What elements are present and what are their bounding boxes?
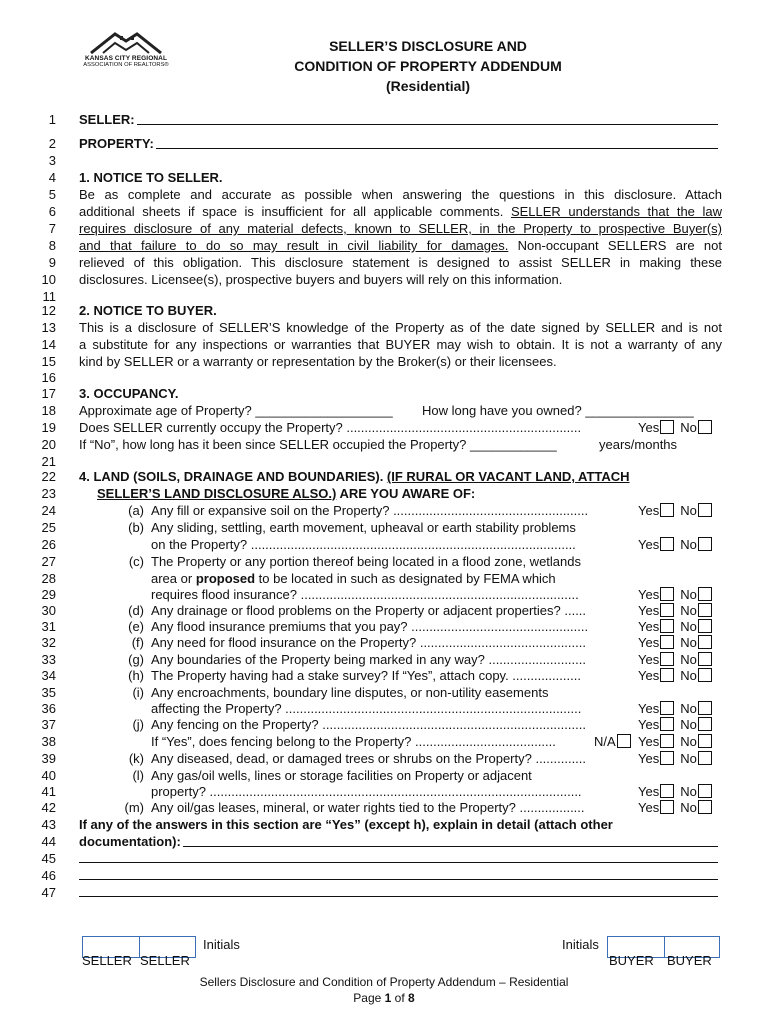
question-letter: (m) [124, 800, 144, 815]
seller-label: SELLER: [79, 112, 135, 127]
line-number: 4 [48, 170, 56, 185]
line-number: 8 [48, 238, 56, 253]
buyer1-label: BUYER [609, 953, 654, 968]
land-question-row [0, 684, 768, 701]
seller-initials-label: Initials [203, 937, 240, 952]
title-line3: (Residential) [385, 78, 470, 94]
no-checkbox[interactable] [698, 652, 712, 666]
line-number: 16 [41, 370, 56, 385]
line-number: 40 [41, 768, 56, 783]
line-number: 38 [41, 734, 56, 749]
yes-no-options: Yes No [638, 750, 712, 767]
s1-line8: and that failure to do so may result in civil liability for damages. Non-occupant SELLERS are not [79, 238, 723, 253]
question-text: Any fencing on the Property? ......................................................................... [151, 717, 586, 732]
line-number: 12 [41, 303, 56, 318]
buyer-initials-label: Initials [562, 937, 599, 952]
land-question-row [0, 767, 768, 784]
property-label: PROPERTY: [79, 136, 154, 151]
question-text: area or proposed to be located in such as designated by FEMA which [151, 571, 556, 586]
seller2-label: SELLER [140, 953, 190, 968]
question-text: Any fill or expansive soil on the Property? ...................................................... [151, 503, 589, 518]
no-checkbox[interactable] [698, 734, 712, 748]
land-question-row [0, 553, 768, 570]
property-age-question: Approximate age of Property? ___________________ [79, 403, 393, 418]
land-question-row [0, 783, 768, 800]
section3-heading: 3. OCCUPANCY. [79, 386, 179, 401]
logo-line2: ASSOCIATION OF REALTORS® [83, 62, 169, 68]
question-text: Any flood insurance premiums that you pay? ................................................. [151, 619, 589, 634]
yes-checkbox[interactable] [660, 800, 674, 814]
no-checkbox[interactable] [698, 800, 712, 814]
question-letter: (i) [132, 685, 144, 700]
line-number: 2 [48, 136, 56, 151]
line-number: 15 [41, 354, 56, 369]
line-number: 7 [48, 221, 56, 236]
yes-no-options: Yes No [638, 634, 712, 651]
section4-heading: 4. LAND (SOILS, DRAINAGE AND BOUNDARIES). (IF RURAL OR VACANT LAND, ATTACH [79, 469, 630, 484]
line-number: 33 [41, 652, 56, 667]
line-number: 6 [48, 204, 56, 219]
question-letter: (k) [128, 751, 144, 766]
s2-line14: a substitute for any inspections or warranties that BUYER may wish to obtain. It is not a warranty of any [79, 337, 722, 352]
question-text: Any gas/oil wells, lines or storage facilities on Property or adjacent [151, 768, 532, 783]
land-question-row [0, 667, 768, 684]
vacancy-question: If “No”, how long has it been since SELLER occupied the Property? ____________ [79, 437, 557, 452]
yes-no-options: Yes No [638, 783, 712, 800]
question-letter: (j) [132, 717, 144, 732]
yes-checkbox[interactable] [660, 619, 674, 633]
explain-blank-line-3[interactable] [79, 896, 718, 897]
question-letter: (e) [128, 619, 144, 634]
land-question-row [0, 618, 768, 635]
no-checkbox[interactable] [698, 619, 712, 633]
line-number: 20 [41, 437, 56, 452]
s1-line10: disclosures. Licensee(s), prospective buyers and buyers will rely on this information. [79, 272, 563, 287]
question-text: The Property having had a stake survey? If “Yes”, attach copy. ................... [151, 668, 581, 683]
line-number: 36 [41, 701, 56, 716]
yes-no-options: Yes No [638, 618, 712, 635]
seller1-label: SELLER [82, 953, 132, 968]
yes-checkbox[interactable] [660, 734, 674, 748]
line-number: 45 [41, 851, 56, 866]
line-number: 13 [41, 320, 56, 335]
line-number: 37 [41, 717, 56, 732]
yes-checkbox[interactable] [660, 701, 674, 715]
occupy-yes-no: Yes No [638, 419, 712, 436]
yes-checkbox[interactable] [660, 652, 674, 666]
line-number: 5 [48, 187, 56, 202]
line-number: 25 [41, 520, 56, 535]
land-question-row [0, 634, 768, 651]
seller-field-row [0, 111, 768, 128]
title-line1: SELLER’S DISCLOSURE AND [329, 38, 527, 54]
question-text: Any boundaries of the Property being marked in any way? ........................... [151, 652, 586, 667]
line-number: 47 [41, 885, 56, 900]
land-question-row [0, 502, 768, 519]
line-number: 35 [41, 685, 56, 700]
line-number: 19 [41, 420, 56, 435]
s2-line13: This is a disclosure of SELLER’S knowledge of the Property as of the date signed by SELLER and is not [79, 320, 722, 335]
land-question-row [0, 651, 768, 668]
land-question-row [0, 799, 768, 816]
yes-no-options: Yes No [638, 651, 712, 668]
section1-heading: 1. NOTICE TO SELLER. [79, 170, 223, 185]
land-question-row [0, 602, 768, 619]
line-number: 30 [41, 603, 56, 618]
property-field-row [0, 135, 768, 152]
house-roof-icon [89, 28, 163, 54]
no-checkbox[interactable] [698, 635, 712, 649]
documentation-label: documentation): [79, 834, 181, 849]
occupy-yes-checkbox[interactable] [660, 420, 674, 434]
land-question-row [0, 570, 768, 587]
footer-title: Sellers Disclosure and Condition of Property Addendum – Residential [199, 975, 569, 989]
question-text: Any diseased, dead, or damaged trees or shrubs on the Property? .............. [151, 751, 587, 766]
section2-heading: 2. NOTICE TO BUYER. [79, 303, 217, 318]
line-number: 10 [41, 272, 56, 287]
line-number: 44 [41, 834, 56, 849]
no-checkbox[interactable] [698, 537, 712, 551]
page-indicator: Page 1 of 8 [353, 991, 415, 1005]
line-number: 27 [41, 554, 56, 569]
question-text: Any encroachments, boundary line disputes, or non-utility easements [151, 685, 549, 700]
line-number: 41 [41, 784, 56, 799]
yes-checkbox[interactable] [660, 537, 674, 551]
yes-checkbox[interactable] [660, 587, 674, 601]
question-text: property? ....................................................................................................... [151, 784, 582, 799]
question-text: Any need for flood insurance on the Property? .............................................. [151, 635, 586, 650]
line-number: 28 [41, 571, 56, 586]
question-text: affecting the Property? .................................................................................. [151, 701, 582, 716]
question-letter: (d) [128, 603, 144, 618]
question-text: on the Property? .......................................................................................... [151, 537, 576, 552]
question-text: Any oil/gas leases, mineral, or water rights tied to the Property? .................. [151, 800, 585, 815]
land-question-row [0, 586, 768, 603]
no-checkbox[interactable] [698, 701, 712, 715]
no-checkbox[interactable] [698, 784, 712, 798]
line-number: 43 [41, 817, 56, 832]
question-text: Any sliding, settling, earth movement, upheaval or earth stability problems [151, 520, 576, 535]
yes-no-options: Yes No [638, 799, 712, 816]
line-number: 34 [41, 668, 56, 683]
buyer2-label: BUYER [667, 953, 712, 968]
line-number: 22 [41, 469, 56, 484]
land-question-row [0, 733, 768, 750]
yes-no-options: Yes No [638, 586, 712, 603]
no-checkbox[interactable] [698, 751, 712, 765]
title-line2: CONDITION OF PROPERTY ADDENDUM [294, 58, 562, 74]
question-text: The Property or any portion thereof being located in a flood zone, wetlands [151, 554, 581, 569]
line-number: 39 [41, 751, 56, 766]
line-number: 9 [48, 255, 56, 270]
question-letter: (g) [128, 652, 144, 667]
yes-no-options: Yes No [638, 700, 712, 717]
explain-blank-line-2[interactable] [79, 879, 718, 880]
line-number: 21 [41, 454, 56, 469]
years-months-label: years/months [599, 437, 678, 452]
yes-checkbox[interactable] [660, 503, 674, 517]
explain-field-row [0, 833, 768, 850]
kcrar-logo [80, 28, 172, 84]
occupy-no-checkbox[interactable] [698, 420, 712, 434]
yes-no-options: Yes No [638, 602, 712, 619]
line-number: 14 [41, 337, 56, 352]
no-checkbox[interactable] [698, 668, 712, 682]
land-question-row [0, 536, 768, 553]
no-checkbox[interactable] [698, 503, 712, 517]
yes-no-options: Yes No [638, 716, 712, 733]
land-question-row [0, 716, 768, 733]
yes-checkbox[interactable] [660, 751, 674, 765]
question-text: If “Yes”, does fencing belong to the Property? ....................................... [151, 734, 556, 749]
ownership-length-question: How long have you owned? _______________ [422, 403, 694, 418]
s1-line7: requires disclosure of any material defects, known to SELLER, in the Property to prospective Buyer(s) [79, 221, 722, 236]
yes-checkbox[interactable] [660, 668, 674, 682]
line-number: 18 [41, 403, 56, 418]
yes-no-options: Yes No [638, 667, 712, 684]
line-number: 11 [42, 289, 56, 304]
no-checkbox[interactable] [698, 717, 712, 731]
question-text: requires flood insurance? ............................................................................. [151, 587, 579, 602]
line-number: 3 [48, 153, 56, 168]
line-number: 26 [41, 537, 56, 552]
yes-no-options: Yes No [638, 536, 712, 553]
line-number: 46 [41, 868, 56, 883]
question-text: Any drainage or flood problems on the Property or adjacent properties? ...... [151, 603, 587, 618]
yes-checkbox[interactable] [660, 784, 674, 798]
land-question-row [0, 750, 768, 767]
question-letter: (l) [132, 768, 144, 783]
question-letter: (b) [128, 520, 144, 535]
logo-line1: KANSAS CITY REGIONAL [84, 55, 168, 62]
occupy-question: Does SELLER currently occupy the Property? ................................................................. [79, 420, 582, 435]
line-number: 1 [48, 112, 56, 127]
s1-line6: additional sheets if space is insufficient for all applicable comments. SELLER understands that the law [79, 204, 722, 219]
line-number: 17 [41, 386, 56, 401]
land-question-row [0, 700, 768, 717]
line-number: 23 [41, 486, 56, 501]
na-checkbox[interactable] [617, 734, 631, 748]
land-question-row [0, 519, 768, 536]
question-letter: (a) [128, 503, 144, 518]
line-number: 31 [41, 619, 56, 634]
explain-blank-line-1[interactable] [79, 862, 718, 863]
line-number: 24 [41, 503, 56, 518]
s2-line15: kind by SELLER or a warranty or representation by the Broker(s) or their licensees. [79, 354, 557, 369]
question-letter: (f) [131, 635, 144, 650]
s1-line9: relieved of this obligation. This disclosure statement is designed to assist SELLER in making these [79, 255, 722, 270]
section4-heading-line2: SELLER’S LAND DISCLOSURE ALSO.) ARE YOU AWARE OF: [97, 486, 476, 501]
yes-no-options: Yes No [638, 733, 712, 750]
yes-no-options: Yes No [638, 502, 712, 519]
s1-line5: Be as complete and accurate as possible when answering the questions in this disclosure. Attach [79, 187, 722, 202]
na-option: N/A [594, 733, 631, 750]
line-number: 29 [41, 587, 56, 602]
explain-instruction: If any of the answers in this section are “Yes” (except h), explain in detail (attach other [79, 817, 613, 832]
yes-checkbox[interactable] [660, 635, 674, 649]
yes-checkbox[interactable] [660, 717, 674, 731]
question-letter: (c) [128, 554, 144, 569]
no-checkbox[interactable] [698, 603, 712, 617]
question-letter: (h) [128, 668, 144, 683]
yes-checkbox[interactable] [660, 603, 674, 617]
line-number: 32 [41, 635, 56, 650]
line-number: 42 [41, 800, 56, 815]
no-checkbox[interactable] [698, 587, 712, 601]
